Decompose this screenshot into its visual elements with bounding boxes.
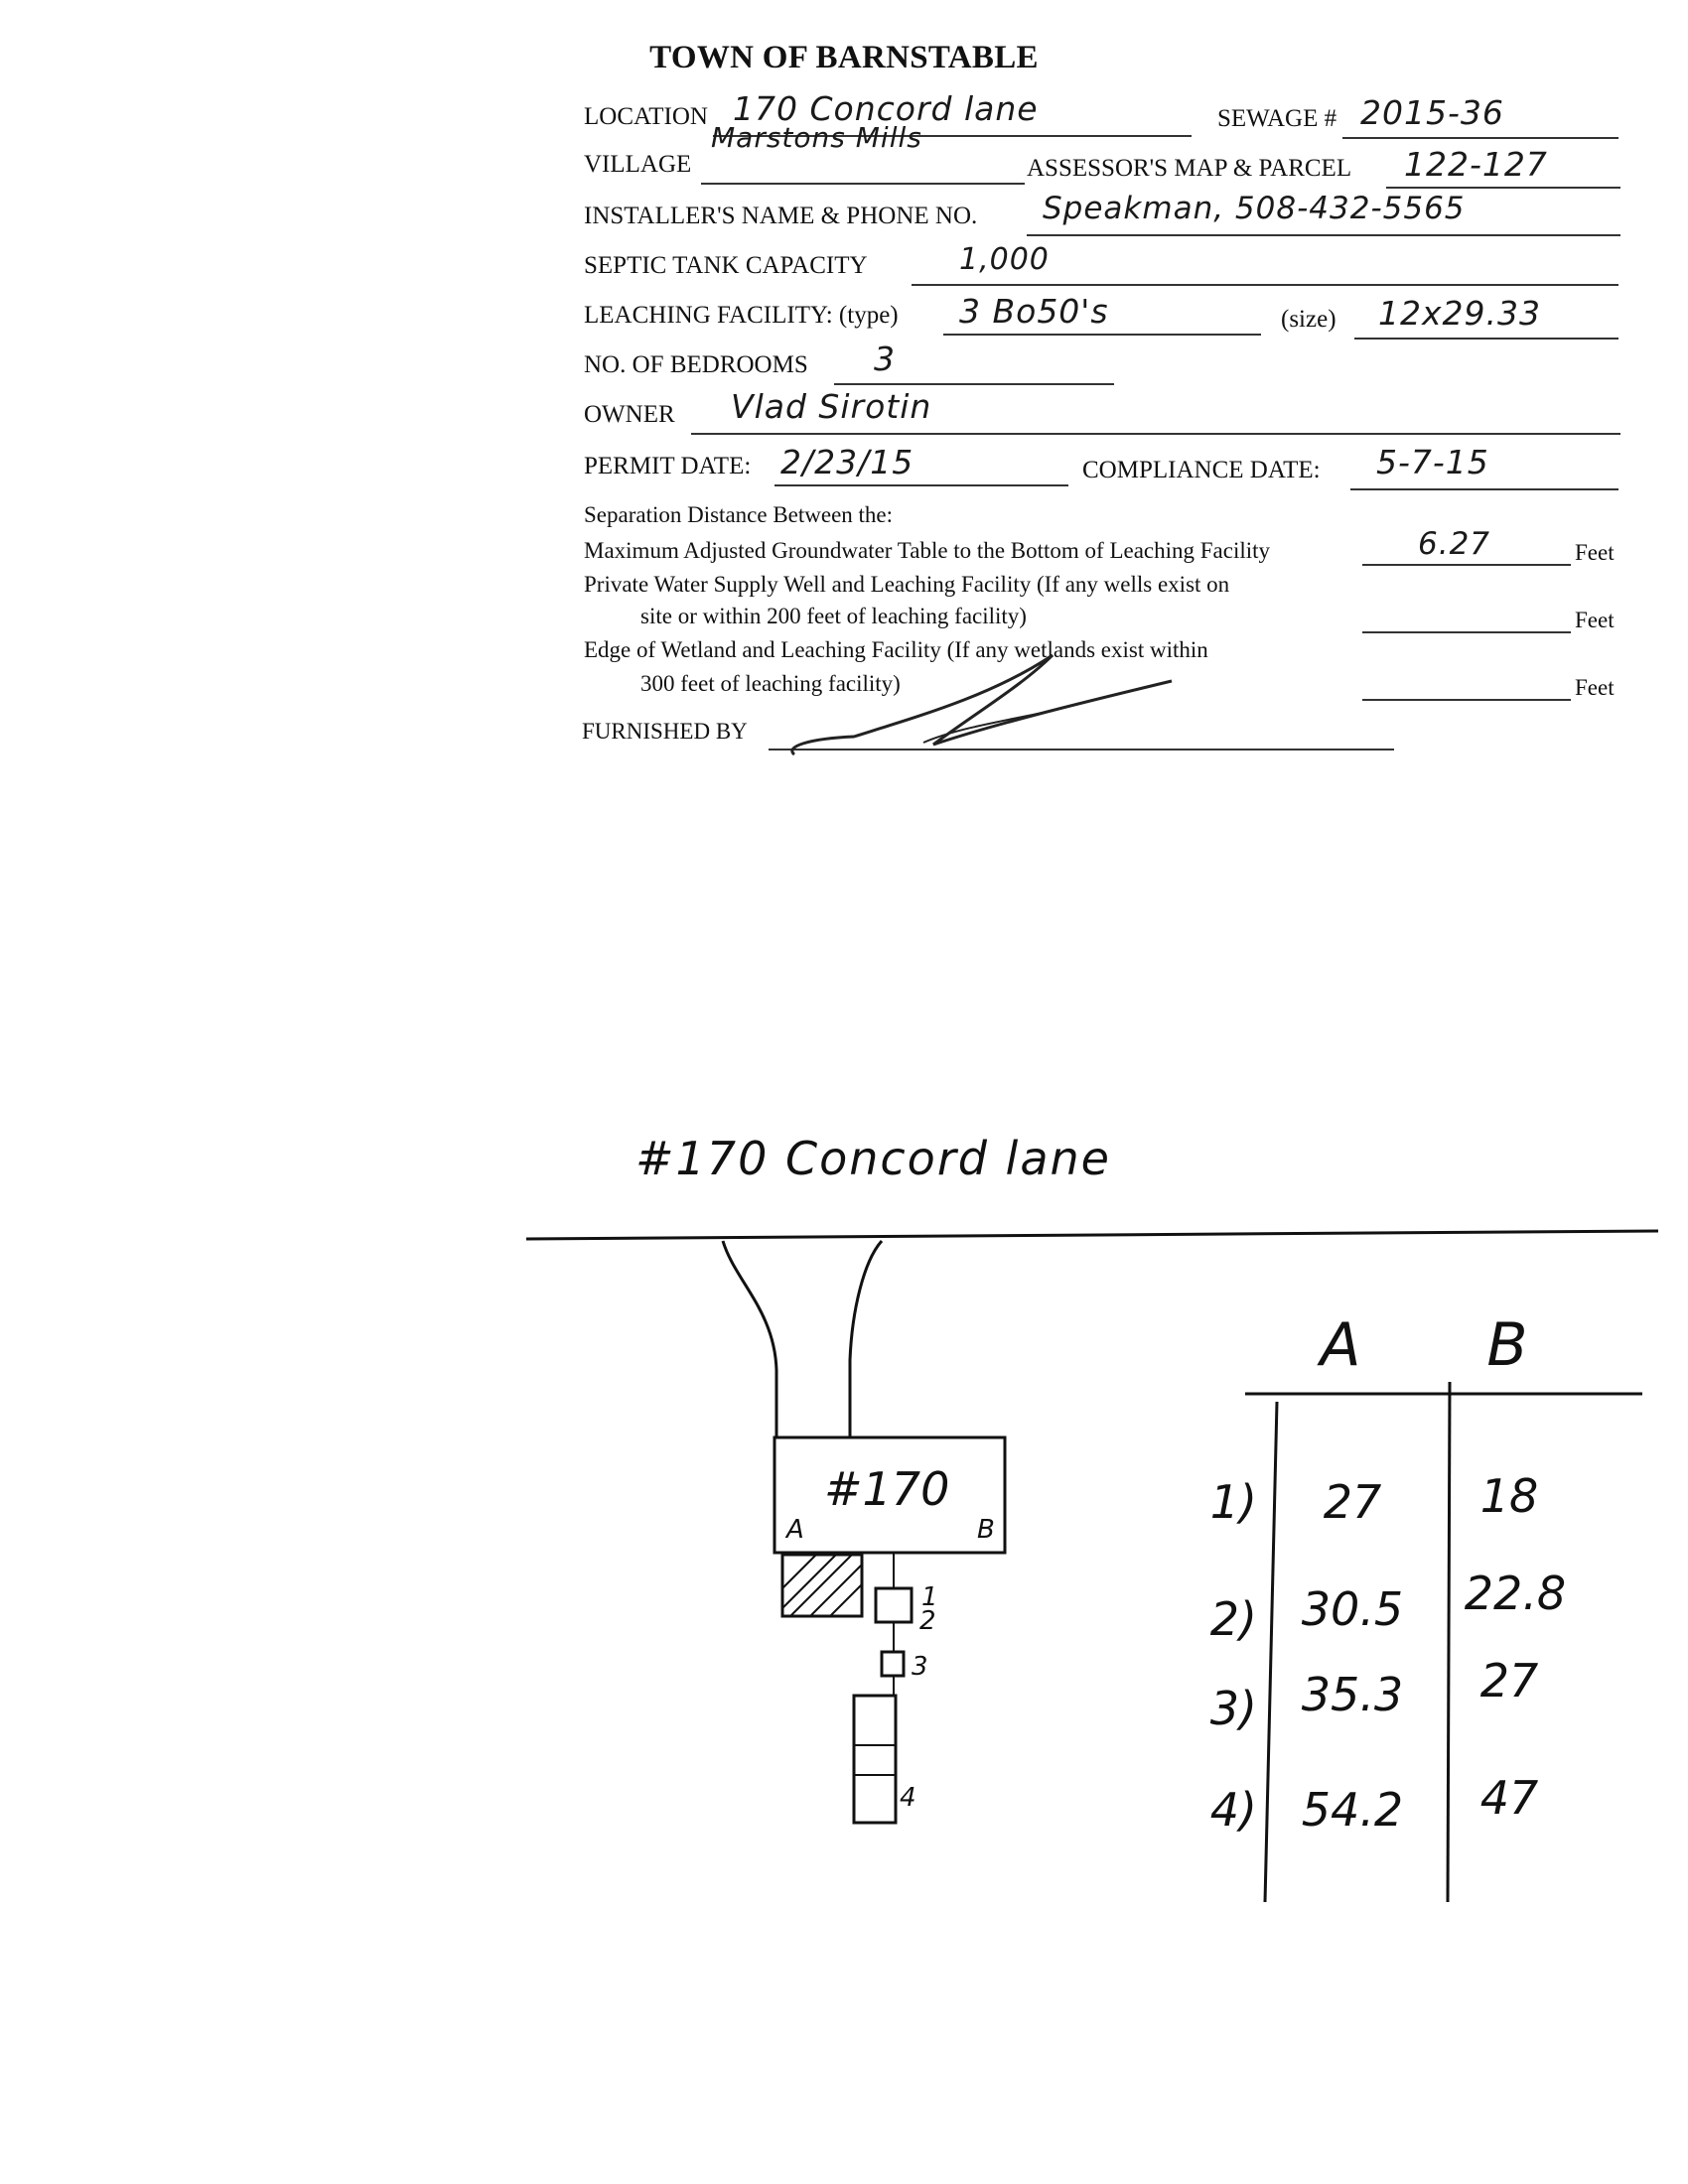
table-row-3-b: 27 <box>1479 1654 1539 1707</box>
hatch-lines <box>782 1555 862 1616</box>
leaching-size-value: 12x29.33 <box>1378 294 1541 333</box>
separation-line3b: 300 feet of leaching facility) <box>640 671 901 696</box>
dbox-3 <box>882 1652 904 1676</box>
table-header-a: A <box>1320 1310 1361 1380</box>
village-value: Marstons Mills <box>711 121 922 154</box>
sewage-label: SEWAGE # <box>1217 105 1337 132</box>
separation-value1: 6.27 <box>1418 526 1491 562</box>
compliance-value: 5-7-15 <box>1376 443 1489 481</box>
corner-a-label: A <box>786 1515 804 1545</box>
separation-line2a: Private Water Supply Well and Leaching Facility (If any wells exist on <box>584 572 1230 597</box>
separation-unit1: Feet <box>1575 540 1615 565</box>
bedrooms-value: 3 <box>874 340 896 378</box>
village-label: VILLAGE <box>584 151 692 178</box>
table-row-4-b: 47 <box>1479 1771 1539 1825</box>
component-label-1: 1 <box>921 1582 938 1612</box>
leaching-type-value: 3 Bo50's <box>959 292 1109 331</box>
table-row-3-label: 3) <box>1209 1682 1257 1735</box>
component-label-3: 3 <box>912 1652 928 1682</box>
table-row-4-label: 4) <box>1209 1783 1257 1837</box>
bedrooms-label: NO. OF BEDROOMS <box>584 351 808 378</box>
leaching-size-label: (size) <box>1281 306 1336 333</box>
assessor-value: 122-127 <box>1404 145 1548 184</box>
table-row-1-a: 27 <box>1323 1475 1382 1529</box>
street-line <box>526 1231 1658 1239</box>
furnished-label: FURNISHED BY <box>582 719 748 744</box>
separation-unit3: Feet <box>1575 675 1615 700</box>
owner-label: OWNER <box>584 401 675 428</box>
tank-1 <box>876 1588 912 1622</box>
sewage-value: 2015-36 <box>1360 93 1504 132</box>
location-label: LOCATION <box>584 103 708 130</box>
separation-line3a: Edge of Wetland and Leaching Facility (If any wetlands exist within <box>584 637 1208 662</box>
compliance-label: COMPLIANCE DATE: <box>1082 457 1321 483</box>
table-row-4-a: 54.2 <box>1301 1783 1404 1837</box>
assessor-label: ASSESSOR'S MAP & PARCEL <box>1027 155 1352 182</box>
installer-label: INSTALLER'S NAME & PHONE NO. <box>584 203 978 229</box>
leaching-type-label: LEACHING FACILITY: (type) <box>584 302 899 329</box>
location-value: 170 Concord lane <box>733 89 1039 128</box>
driveway-left <box>723 1241 776 1437</box>
form-title: TOWN OF BARNSTABLE <box>649 40 1039 75</box>
component-label-4: 4 <box>900 1783 916 1813</box>
septic-label: SEPTIC TANK CAPACITY <box>584 252 868 279</box>
owner-value: Vlad Sirotin <box>731 387 932 426</box>
corner-b-label: B <box>977 1515 995 1545</box>
separation-unit2: Feet <box>1575 608 1615 632</box>
table-row-3-a: 35.3 <box>1301 1668 1404 1721</box>
separation-line1: Maximum Adjusted Groundwater Table to the Bottom of Leaching Facility <box>584 538 1271 563</box>
street-label: #170 Concord lane <box>635 1132 1111 1185</box>
permit-label: PERMIT DATE: <box>584 453 752 479</box>
table-row-1-b: 18 <box>1479 1469 1539 1523</box>
table-divider-left <box>1265 1402 1277 1902</box>
driveway-right <box>850 1241 882 1437</box>
house-label: #170 <box>824 1462 950 1516</box>
component-label-2: 2 <box>919 1606 936 1636</box>
table-row-2-a: 30.5 <box>1301 1582 1404 1636</box>
table-header-b: B <box>1486 1310 1528 1380</box>
separation-heading: Separation Distance Between the: <box>584 502 894 527</box>
table-row-1-label: 1) <box>1209 1475 1257 1529</box>
permit-value: 2/23/15 <box>780 443 914 481</box>
leach-field-4 <box>854 1696 896 1823</box>
installer-value: Speakman, 508-432-5565 <box>1043 191 1466 226</box>
table-row-2-label: 2) <box>1209 1592 1257 1646</box>
table-row-2-b: 22.8 <box>1464 1567 1567 1620</box>
separation-line2b: site or within 200 feet of leaching facility) <box>640 604 1027 628</box>
septic-value: 1,000 <box>959 242 1050 277</box>
